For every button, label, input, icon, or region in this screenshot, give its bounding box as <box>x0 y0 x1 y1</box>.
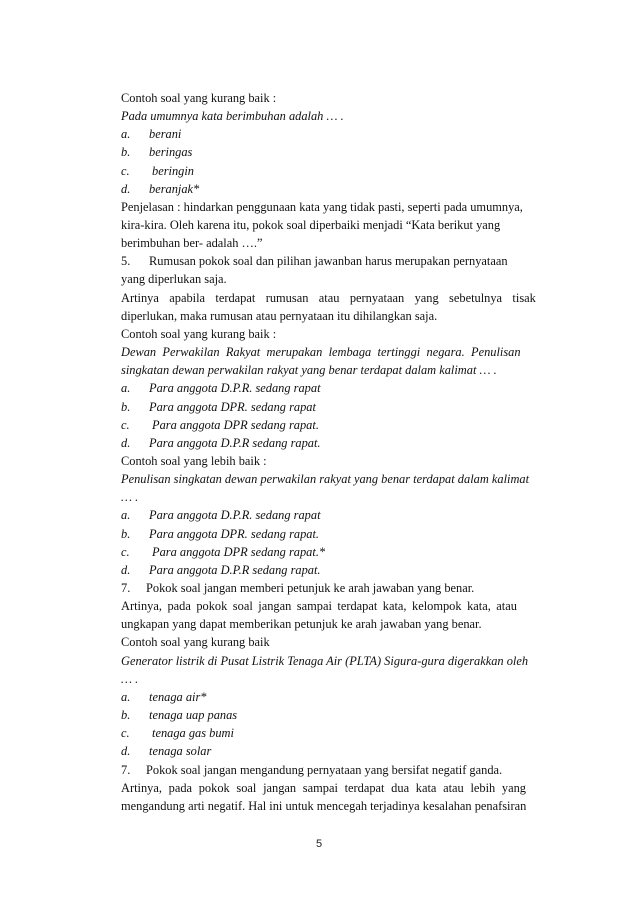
rule-text: Pokok soal jangan mengandung pernyataan yang bersifat negatif ganda. <box>146 762 503 777</box>
answer-option <box>121 416 548 434</box>
option-text: Para anggota D.P.R. sedang rapat <box>149 381 321 396</box>
option-label: a. <box>121 508 131 523</box>
rule-text: Pokok soal jangan memberi petunjuk ke arah jawaban yang benar. <box>146 581 475 596</box>
numbered-rule <box>121 761 548 779</box>
option-text: Para anggota D.P.R sedang rapat. <box>149 435 321 450</box>
numbered-rule <box>121 579 548 597</box>
option-text: beranjak* <box>149 181 200 196</box>
option-text: Para anggota DPR sedang rapat.* <box>152 544 326 559</box>
answer-option <box>121 525 548 543</box>
question-stem: Pada umumnya kata berimbuhan adalah … . <box>121 109 344 124</box>
option-text: beringin <box>152 163 194 178</box>
option-label: c. <box>121 417 130 432</box>
answer-option <box>121 162 548 180</box>
answer-option <box>121 379 548 397</box>
example-heading: Contoh soal yang kurang baik : <box>121 326 277 341</box>
option-text: berani <box>149 127 182 142</box>
example-heading: Contoh soal yang lebih baik : <box>121 453 267 468</box>
answer-option <box>121 143 548 161</box>
option-text: tenaga uap panas <box>149 708 238 723</box>
paragraph-line: Artinya, pada pokok soal jangan sampai terdapat kata, kelompok kata, atau <box>121 599 517 614</box>
answer-option <box>121 180 548 198</box>
question-stem: Generator listrik di Pusat Listrik Tenaga Air (PLTA) Sigura-gura digerakkan oleh <box>121 653 529 668</box>
option-label: c. <box>121 544 130 559</box>
option-label: b. <box>121 708 131 723</box>
paragraph-line: Artinya, pada pokok soal jangan sampai terdapat dua kata atau lebih yang <box>121 780 526 795</box>
page-number: 5 <box>315 838 323 850</box>
option-text: tenaga gas bumi <box>152 726 234 741</box>
option-label: a. <box>121 689 131 704</box>
option-label: a. <box>121 381 131 396</box>
question-stem: … . <box>121 490 139 505</box>
paragraph-line: Penjelasan : hindarkan penggunaan kata yang tidak pasti, seperti pada umumnya, <box>121 199 523 214</box>
answer-option <box>121 742 548 760</box>
answer-option <box>121 724 548 742</box>
option-label: b. <box>121 526 131 541</box>
answer-option <box>121 706 548 724</box>
option-text: tenaga air* <box>149 689 207 704</box>
page-body <box>121 89 548 815</box>
paragraph-line: diperlukan, maka rumusan atau pernyataan itu dihilangkan saja. <box>121 308 438 323</box>
option-label: d. <box>121 181 131 196</box>
option-text: Para anggota D.P.R. sedang rapat <box>149 508 321 523</box>
numbered-rule <box>121 252 548 270</box>
question-stem: singkatan dewan perwakilan rakyat yang benar terdapat dalam kalimat … . <box>121 363 497 378</box>
rule-number: 7. <box>121 581 131 596</box>
option-text: tenaga solar <box>149 744 212 759</box>
answer-option <box>121 398 548 416</box>
paragraph-line: mengandung arti negatif. Hal ini untuk mencegah terjadinya kesalahan penafsiran <box>121 798 527 813</box>
rule-text: Rumusan pokok soal dan pilihan jawanban harus merupakan pernyataan <box>149 254 508 269</box>
option-label: d. <box>121 744 131 759</box>
question-stem: … . <box>121 671 139 686</box>
option-label: b. <box>121 145 131 160</box>
paragraph-line: berimbuhan ber- adalah ….” <box>121 236 263 251</box>
option-text: Para anggota DPR. sedang rapat. <box>149 526 320 541</box>
option-label: c. <box>121 163 130 178</box>
question-stem: Penulisan singkatan dewan perwakilan rakyat yang benar terdapat dalam kalimat <box>121 472 530 487</box>
rule-number: 7. <box>121 762 131 777</box>
answer-option <box>121 506 548 524</box>
option-label: c. <box>121 726 130 741</box>
option-label: b. <box>121 399 131 414</box>
answer-option <box>121 434 548 452</box>
paragraph-line: yang diperlukan saja. <box>121 272 227 287</box>
option-text: beringas <box>149 145 193 160</box>
paragraph-line: kira-kira. Oleh karena itu, pokok soal diperbaiki menjadi “Kata berikut yang <box>121 218 501 233</box>
option-label: a. <box>121 127 131 142</box>
paragraph-line: ungkapan yang dapat memberikan petunjuk ke arah jawaban yang benar. <box>121 617 482 632</box>
option-label: d. <box>121 435 131 450</box>
answer-option <box>121 543 548 561</box>
answer-option <box>121 688 548 706</box>
answer-option <box>121 125 548 143</box>
option-label: d. <box>121 562 131 577</box>
example-heading: Contoh soal yang kurang baik : <box>121 91 277 105</box>
paragraph-line: Artinya apabila terdapat rumusan atau pernyataan yang sebetulnya tisak <box>121 290 536 305</box>
answer-option <box>121 561 548 579</box>
example-heading: Contoh soal yang kurang baik <box>121 635 270 650</box>
option-text: Para anggota DPR. sedang rapat <box>149 399 316 414</box>
rule-number: 5. <box>121 254 131 269</box>
option-text: Para anggota D.P.R sedang rapat. <box>149 562 321 577</box>
question-stem: Dewan Perwakilan Rakyat merupakan lembaga tertinggi negara. Penulisan <box>121 345 521 360</box>
option-text: Para anggota DPR sedang rapat. <box>152 417 319 432</box>
